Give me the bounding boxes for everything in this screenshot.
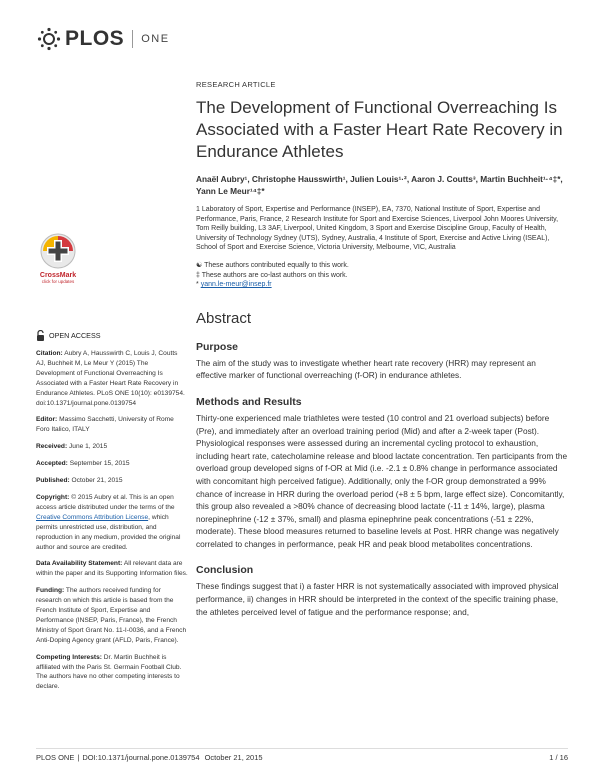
accepted-block: Accepted: September 15, 2015 xyxy=(36,460,130,468)
conclusion-text: These findings suggest that i) a faster HRR is not systematically associated with improved physical performance, ii) changes in HRR should be interpreted in the context of the specific training phase, the athletes perceived level of fatigue and the performance response; and, xyxy=(196,581,559,617)
competing-interests-block: Competing Interests: Dr. Martin Buchheit is affiliated with the Paris St. Germain Football Club. The authors have no other competing interests to declare. xyxy=(36,653,182,691)
logo-divider xyxy=(132,30,133,48)
conclusion-heading: Conclusion xyxy=(196,564,254,577)
email-link[interactable]: yann.le-meur@insep.fr xyxy=(200,281,272,289)
author-notes xyxy=(196,261,568,290)
plos-dots-icon xyxy=(36,27,62,51)
data-availability-block: Data Availability Statement: All relevant data are within the paper and its Supporting Information files. xyxy=(36,560,188,578)
affiliations: 1 Laboratory of Sport, Expertise and Performance (INSEP), EA, 7370, National Institute of Sport, Expertise and Performance, Paris, France, 2 Research Institute for Sport and Exercise Sciences, Liverpool John Moores University, Tom Reilly building, L3 3AF, Liverpool, United Kingdom, 3 Sport and Exercise Discipline Group, Faculty of Health, University of Technology Sydney (UTS), Sydney, Australia, 4 Institute of Sport, Exercise and Active Living (ISEAL), School of Sport and Exercise Science, Victoria University, Melbourne, VIC, Australia xyxy=(196,206,559,252)
co-last-note: ‡ These authors are co-last authors on this work. xyxy=(196,271,348,279)
received-block: Received: June 1, 2015 xyxy=(36,443,108,451)
equal-contribution-note: ☯ These authors contributed equally to this work. xyxy=(196,261,349,269)
open-access-label: OPEN ACCESS xyxy=(49,330,101,340)
crossmark-label: CrossMark xyxy=(39,272,77,279)
crossmark-badge[interactable] xyxy=(36,232,96,284)
open-access-badge xyxy=(36,330,188,341)
open-lock-icon xyxy=(36,330,45,341)
funding-block: Funding: The authors received funding for research on which this article is based from the French Institute of Sport, Expertise and Performance (INSEP, Paris, France), the French Ministry of Sport Grant No. 11-I-0036, and a French Anti-Doping Agency grant (AFLD, Paris, France). xyxy=(36,587,187,644)
logo-journal: ONE xyxy=(141,33,170,45)
methods-heading: Methods and Results xyxy=(196,395,302,408)
article-main xyxy=(196,80,568,618)
crossmark-sub: click for updates xyxy=(41,279,75,284)
methods-text: Thirty-one experienced male triathletes were tested (10 control and 21 overload subjects) before (Pre), and immediately after an overload training period (Mid) and after a 2-week taper (Post). Physiological responses were assessed during an incremental cycling protocol to exhaustion, including heart rate, catecholamine release and blood lactate concentration. Ten participants from the overload group developed signs of f-OR at Mid (i.e. -2.1 ± 0.8% change in performance associated with concomitant high perceived fatigue). Additionally, only the f-OR group demonstrated a 99% chance of increase in HRR during the overload period (+8 ± 5 bpm, large effect size). Concomitantly, this group also revealed a >80% chance of decreasing blood lactate (-11 ± 14%, large), plasma norepinephrine (-12 ± 37%, small) and plasma epinephrine peak concentrations (-51 ± 22%, moderate). These blood measures returned to baseline levels at Post. HRR change was negatively correlated to changes in performance, peak HR and peak blood metabolites concentrations. xyxy=(196,412,568,549)
page-number: 1 / 16 xyxy=(549,753,568,762)
purpose-heading: Purpose xyxy=(196,340,239,353)
footer-citation: PLOS ONE | DOI:10.1371/journal.pone.0139754 October 21, 2015 xyxy=(36,753,263,762)
page-footer xyxy=(36,748,568,762)
corresponding-email: * yann.le-meur@insep.fr xyxy=(196,281,272,289)
editor-block: Editor: Massimo Sacchetti, University of Rome Foro Italico, ITALY xyxy=(36,416,174,434)
article-title: The Development of Functional Overreaching Is Associated with a Faster Heart Rate Recovery in Endurance Athletes xyxy=(196,98,563,161)
citation-block: Citation: Aubry A, Hausswirth C, Louis J, Coutts AJ, Buchheit M, Le Meur Y (2015) The Development of Functional Overreaching Is Associated with a Faster Heart Rate Recovery in Endurance Athletes. PLoS ONE 10(10): e0139754. doi:10.1371/journal.pone.0139754 xyxy=(36,350,185,407)
author-list: Anaël Aubry¹, Christophe Hausswirth¹, Julien Louis¹·², Aaron J. Coutts³, Martin Buchheit¹·⁴‡*, Yann Le Meur¹⁴‡* xyxy=(196,174,563,196)
copyright-block: Copyright: © 2015 Aubry et al. This is an open access article distributed under the terms of the Creative Commons Attribution License, which permits unrestricted use, distribution, and reproduction in any medium, provided the original author and source are credited. xyxy=(36,493,181,551)
published-block: Published: October 21, 2015 xyxy=(36,477,123,485)
logo-brand: PLOS xyxy=(65,27,125,50)
purpose-text: The aim of the study was to investigate whether heart rate recovery (HRR) may represent an effective marker of functional overreaching (f-OR) in endurance athletes. xyxy=(196,357,536,381)
crossmark-icon xyxy=(36,232,80,270)
abstract-heading: Abstract xyxy=(196,309,252,327)
article-type: RESEARCH ARTICLE xyxy=(196,80,276,89)
cc-license-link[interactable]: Creative Commons Attribution License xyxy=(36,513,149,521)
plos-one-logo xyxy=(36,26,170,52)
article-info-sidebar xyxy=(36,330,188,699)
